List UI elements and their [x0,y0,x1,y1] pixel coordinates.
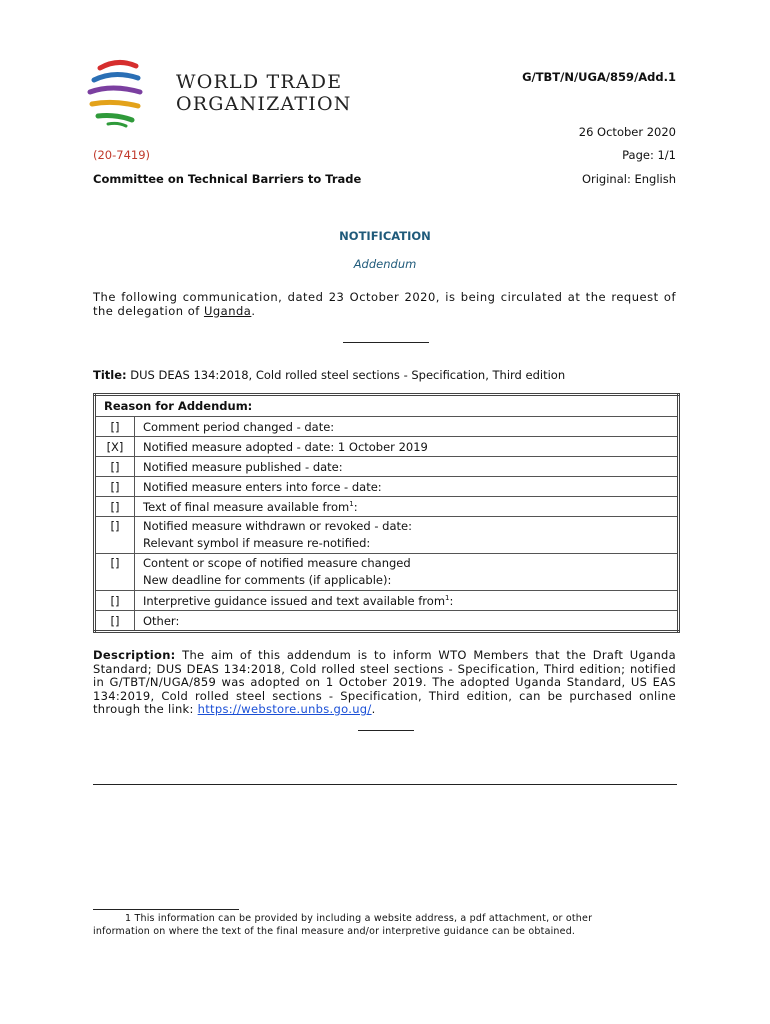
row-label: Interpretive guidance issued and text available from [143,593,446,608]
table-row [95,517,679,554]
description-text: The aim of this addendum is to inform WTO Members that the Draft Uganda Standard; DUS DEAS 134:2018, Cold rolled steel sections - Specification, Third edition; notified in G/TBT/N/UGA/859 was adopted on 1 October 2019. The adopted Uganda Standard, US EAS 134:2019, Cold rolled steel sections - Specification, Third edition, can be purchased online through the link: [93,648,676,716]
checkbox: [] [95,457,135,477]
checkbox: [X] [95,437,135,457]
row-line-1: Content or scope of notified measure changed [143,556,411,570]
checkbox: [] [95,497,135,517]
row-text: Notified measure published - date: [135,457,679,477]
row-label: Text of final measure available from [143,499,350,514]
row-line-2: New deadline for comments (if applicable): [143,573,392,587]
row-text: Notified measure enters into force - date: [135,477,679,497]
footnote-ref: 1 [445,593,450,602]
original-language: Original: English [581,172,676,186]
table-row [95,554,679,591]
title-line [93,368,565,382]
webstore-link[interactable]: https://webstore.unbs.go.ug/ [197,702,372,716]
footnote-ref: 1 [349,499,354,508]
title-text: DUS DEAS 134:2018, Cold rolled steel sections - Specification, Third edition [126,368,566,382]
row-text: Notified measure adopted - date: 1 October 2019 [135,437,679,457]
intro-end: . [251,303,256,318]
document-number: (20-7419) [93,148,151,162]
horizontal-rule [93,784,677,785]
addendum-subheading: Addendum [353,257,417,271]
table-row [95,457,679,477]
row-text [135,591,679,611]
separator-line [358,730,414,731]
committee-name: Committee on Technical Barriers to Trade [93,172,362,186]
org-line-2: ORGANIZATION [176,93,352,115]
checkbox: [] [95,611,135,632]
row-text [135,554,679,591]
description-label: Description: [93,648,176,662]
table-row [95,437,679,457]
row-line-2: Relevant symbol if measure re-notified: [143,536,371,550]
row-text: Other: [135,611,679,632]
table-row [95,477,679,497]
checkbox: [] [95,554,135,591]
intro-text: The following communication, dated 23 October 2020, is being circulated at the request of the delegation of [93,290,676,318]
checkbox: [] [95,591,135,611]
wto-logo-icon [84,58,144,128]
footnote-line-1: 1 This information can be provided by including a website address, a pdf attachment, or other [125,913,593,924]
notification-heading: NOTIFICATION [339,229,431,243]
table-row [95,611,679,632]
row-tail: : [353,499,358,514]
checkbox: [] [95,417,135,437]
intro-paragraph [93,291,676,318]
title-label: Title: [93,368,127,382]
document-date: 26 October 2020 [578,125,676,139]
table-row [95,591,679,611]
row-tail: : [449,593,454,608]
checkbox: [] [95,517,135,554]
row-text: Comment period changed - date: [135,417,679,437]
footnote-rule [93,909,239,910]
table-row [95,497,679,517]
row-text [135,497,679,517]
description-paragraph [93,649,676,717]
row-text [135,517,679,554]
reason-heading: Reason for Addendum: [95,395,679,417]
table-row [95,417,679,437]
footnote-line-2: information on where the text of the final measure and/or interpretive guidance can be obtained. [93,925,576,937]
description-end: . [371,702,376,716]
document-symbol: G/TBT/N/UGA/859/Add.1 [522,70,676,84]
org-line-1: WORLD TRADE [176,71,343,93]
row-line-1: Notified measure withdrawn or revoked - date: [143,519,412,533]
reason-table-header [95,395,679,417]
separator-line [343,342,429,343]
organization-name [176,71,352,115]
checkbox: [] [95,477,135,497]
footnote [93,913,676,938]
intro-country: Uganda [203,303,252,318]
reason-table [93,393,680,633]
page-indicator: Page: 1/1 [622,148,676,162]
